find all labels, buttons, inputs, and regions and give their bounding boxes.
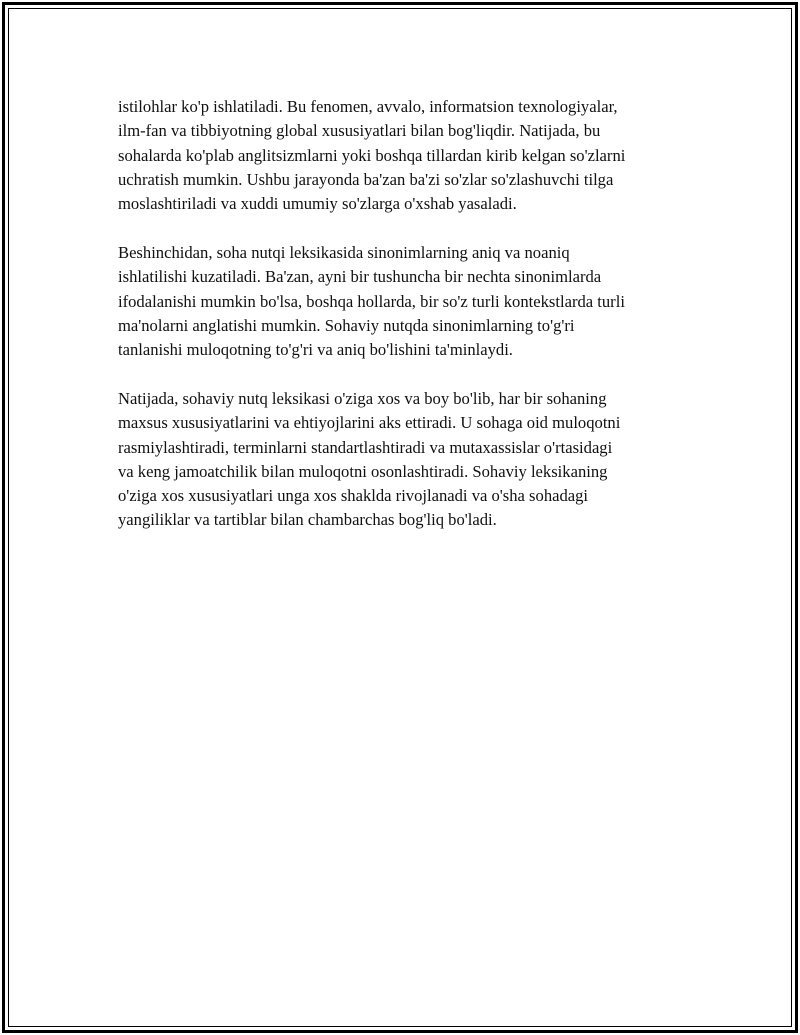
text-line: ifodalanishi mumkin bo'lsa, boshqa hollarda, bir so'z turli kontekstlarda turli [118,291,625,311]
text-line: istilohlar ko'p ishlatiladi. Bu fenomen, avvalo, informatsion texnologiyalar, [118,97,618,116]
text-line: tanlanishi muloqotning to'g'ri va aniq bo'lishini ta'minlaydi. [118,340,513,360]
paragraph-2 [118,241,693,362]
text-line: Beshinchidan, soha nutqi leksikasida sinonimlarning aniq va noaniq [118,242,570,262]
text-line: ishlatilishi kuzatiladi. Ba'zan, ayni bir tushuncha bir nechta sinonimlarda [118,267,602,287]
text-line: rasmiylashtiradi, terminlarni standartlashtiradi va mutaxassislar o'rtasidagi [118,437,613,457]
text-line: va keng jamoatchilik bilan muloqotni osonlashtiradi. Sohaviy leksikaning [118,461,608,481]
text-line: yangiliklar va tartiblar bilan chambarchas bog'liq bo'ladi. [118,510,497,530]
text-line: uchratish mumkin. Ushbu jarayonda ba'zan ba'zi so'zlar so'zlashuvchi tilga [118,169,614,189]
text-line: ilm-fan va tibbiyotning global xususiyatlari bilan bog'liqdir. Natijada, bu [118,121,601,141]
text-line: Natijada, sohaviy nutq leksikasi o'ziga xos va boy bo'lib, har bir sohaning [118,388,607,408]
paragraph-1 [118,95,693,216]
text-line: moslashtiriladi va xuddi umumiy so'zlarga o'xshab yasaladi. [118,194,517,214]
text-line: o'ziga xos xususiyatlari unga xos shaklda rivojlanadi va o'sha sohadagi [118,486,589,506]
text-line: ma'nolarni anglatishi mumkin. Sohaviy nutqda sinonimlarning to'g'ri [118,315,575,335]
document-body [118,95,693,557]
text-line: sohalarda ko'plab anglitsizmlarni yoki boshqa tillardan kirib kelgan so'zlarni [118,145,626,165]
text-line: maxsus xususiyatlarini va ehtiyojlarini aks ettiradi. U sohaga oid muloqotni [118,413,621,433]
paragraph-3 [118,387,693,533]
